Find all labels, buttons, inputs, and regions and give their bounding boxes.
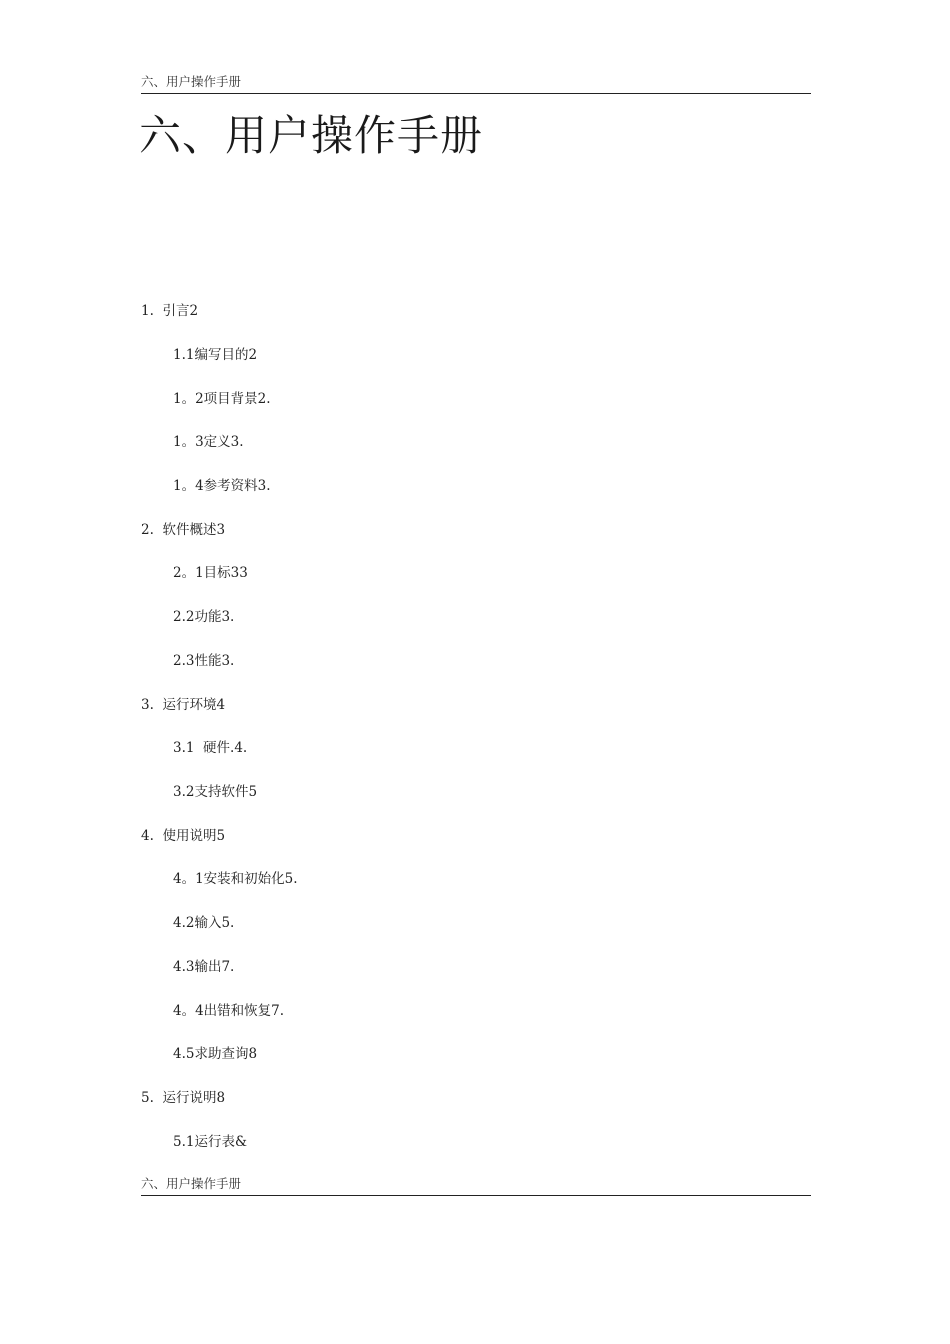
footer-text: 六、用户操作手册 (141, 1176, 242, 1191)
toc-entry-2-1: 2。1目标33 (173, 565, 248, 581)
toc-entry-4-1: 4。1安装和初始化5. (173, 871, 298, 887)
toc-entry-4-3: 4.3输出7. (173, 959, 235, 975)
toc-entry-2-2: 2.2功能3. (173, 609, 235, 625)
page-footer (141, 1175, 811, 1196)
toc-entry-5-1: 5.1运行表& (173, 1134, 247, 1150)
toc-entry-2: 2. 软件概述3 (141, 522, 226, 538)
document-title: 六、用户操作手册 (139, 111, 484, 160)
toc-entry-1: 1. 引言2 (141, 303, 199, 319)
toc-entry-1-1: 1.1编写目的2 (173, 347, 258, 363)
toc-entry-4-4: 4。4出错和恢复7. (173, 1003, 285, 1019)
toc-entry-3-2: 3.2支持软件5 (173, 784, 258, 800)
toc-entry-1-2: 1。2项目背景2. (173, 391, 271, 407)
toc-entry-3-1: 3.1 硬件.4. (173, 740, 248, 756)
toc-entry-4-5: 4.5求助查询8 (173, 1046, 258, 1062)
toc-entry-1-3: 1。3定义3. (173, 434, 244, 450)
toc-entry-4: 4. 使用说明5 (141, 828, 226, 844)
toc-entry-5: 5. 运行说明8 (141, 1090, 226, 1106)
header-text: 六、用户操作手册 (141, 74, 242, 89)
toc-entry-4-2: 4.2输入5. (173, 915, 235, 931)
toc-entry-1-4: 1。4参考资料3. (173, 478, 271, 494)
toc-entry-2-3: 2.3性能3. (173, 653, 235, 669)
toc-entry-3: 3. 运行环境4 (141, 697, 226, 713)
